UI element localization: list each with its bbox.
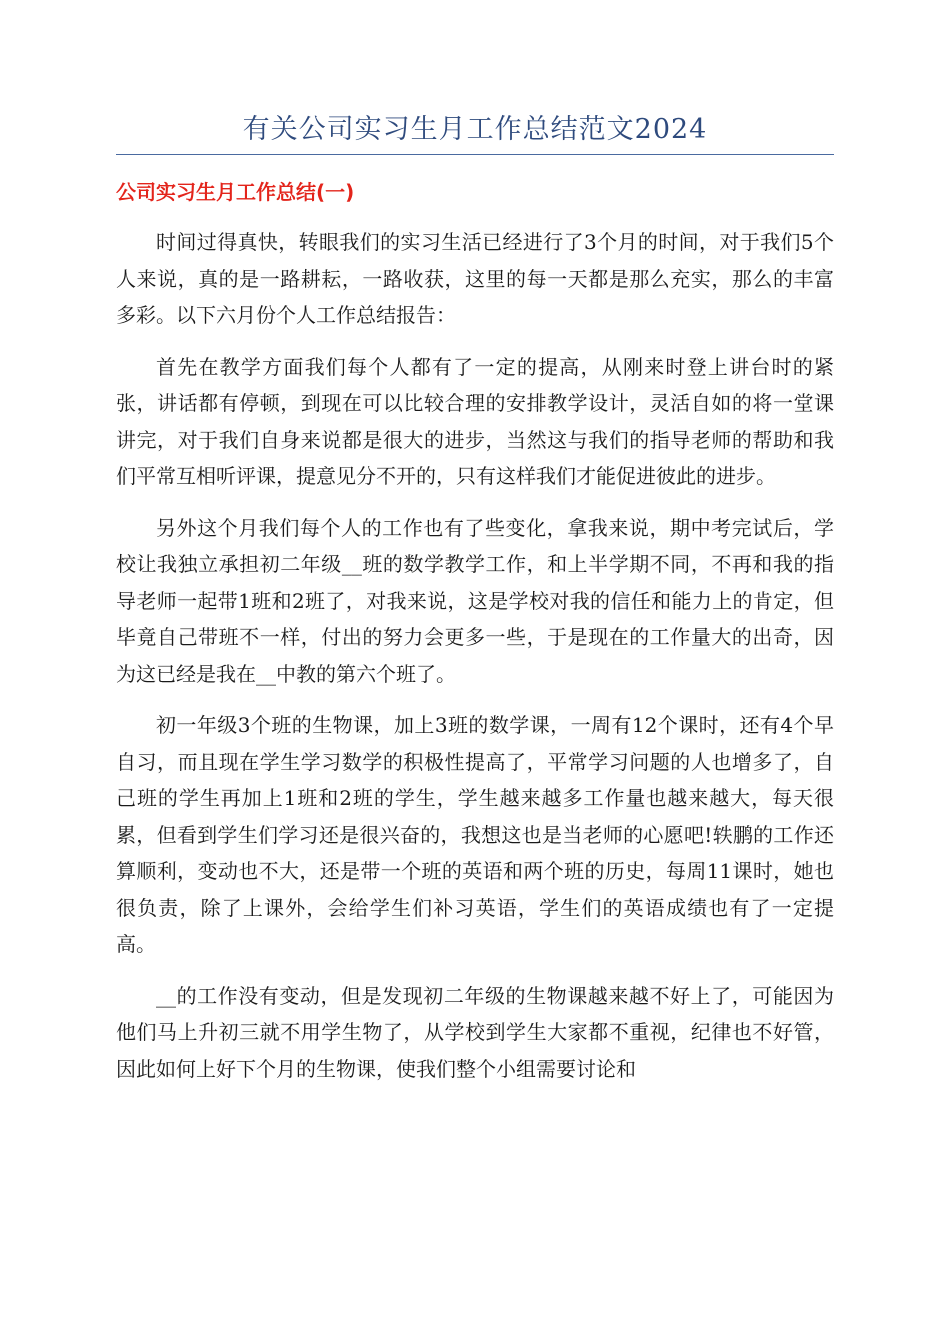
body-text — [116, 224, 834, 1102]
title-underline-divider — [116, 154, 834, 155]
document-title: 有关公司实习生月工作总结范文2024 — [242, 114, 708, 145]
paragraph-5: __的工作没有变动，但是发现初二年级的生物课越来越不好上了，可能因为他们马上升初三就不用学生物了，从学校到学生大家都不重视，纪律也不好管，因此如何上好下个月的生物课，使我们整个小组需要讨论和 — [116, 983, 834, 1081]
paragraph-3: 另外这个月我们每个人的工作也有了些变化，拿我来说，期中考完试后，学校让我独立承担初二年级__班的数学教学工作，和上半学期不同，不再和我的指导老师一起带1班和2班了，对我来说，这是学校对我的信任和能力上的肯定，但毕竟自己带班不一样，付出的努力会更多一些，于是现在的工作量大的出奇，因为这已经是我在__中教的第六个班了。 — [116, 515, 834, 686]
section-heading: 公司实习生月工作总结(一) — [116, 180, 355, 204]
paragraph-4: 初一年级3个班的生物课，加上3班的数学课，一周有12个课时，还有4个早自习，而且现在学生学习数学的积极性提高了，平常学习问题的人也增多了，自己班的学生再加上1班和2班的学生，学生越来越多工作量也越来越大，每天很累，但看到学生们学习还是很兴奋的，我想这也是当老师的心愿吧!轶鹏的工作还算顺利，变动也不大，还是带一个班的英语和两个班的历史，每周11课时，她也很负责，除了上课外，会给学生们补习英语，学生们的英语成绩也有了一定提高。 — [116, 713, 834, 956]
paragraph-1: 时间过得真快，转眼我们的实习生活已经进行了3个月的时间，对于我们5个人来说，真的是一路耕耘，一路收获，这里的每一天都是那么充实，那么的丰富多彩。以下六月份个人工作总结报告： — [116, 230, 834, 327]
paragraph-2: 首先在教学方面我们每个人都有了一定的提高，从刚来时登上讲台时的紧张，讲话都有停顿，到现在可以比较合理的安排教学设计，灵活自如的将一堂课讲完，对于我们自身来说都是很大的进步，当然这与我们的指导老师的帮助和我们平常互相听评课，提意见分不开的，只有这样我们才能促进彼此的进步。 — [116, 354, 834, 488]
